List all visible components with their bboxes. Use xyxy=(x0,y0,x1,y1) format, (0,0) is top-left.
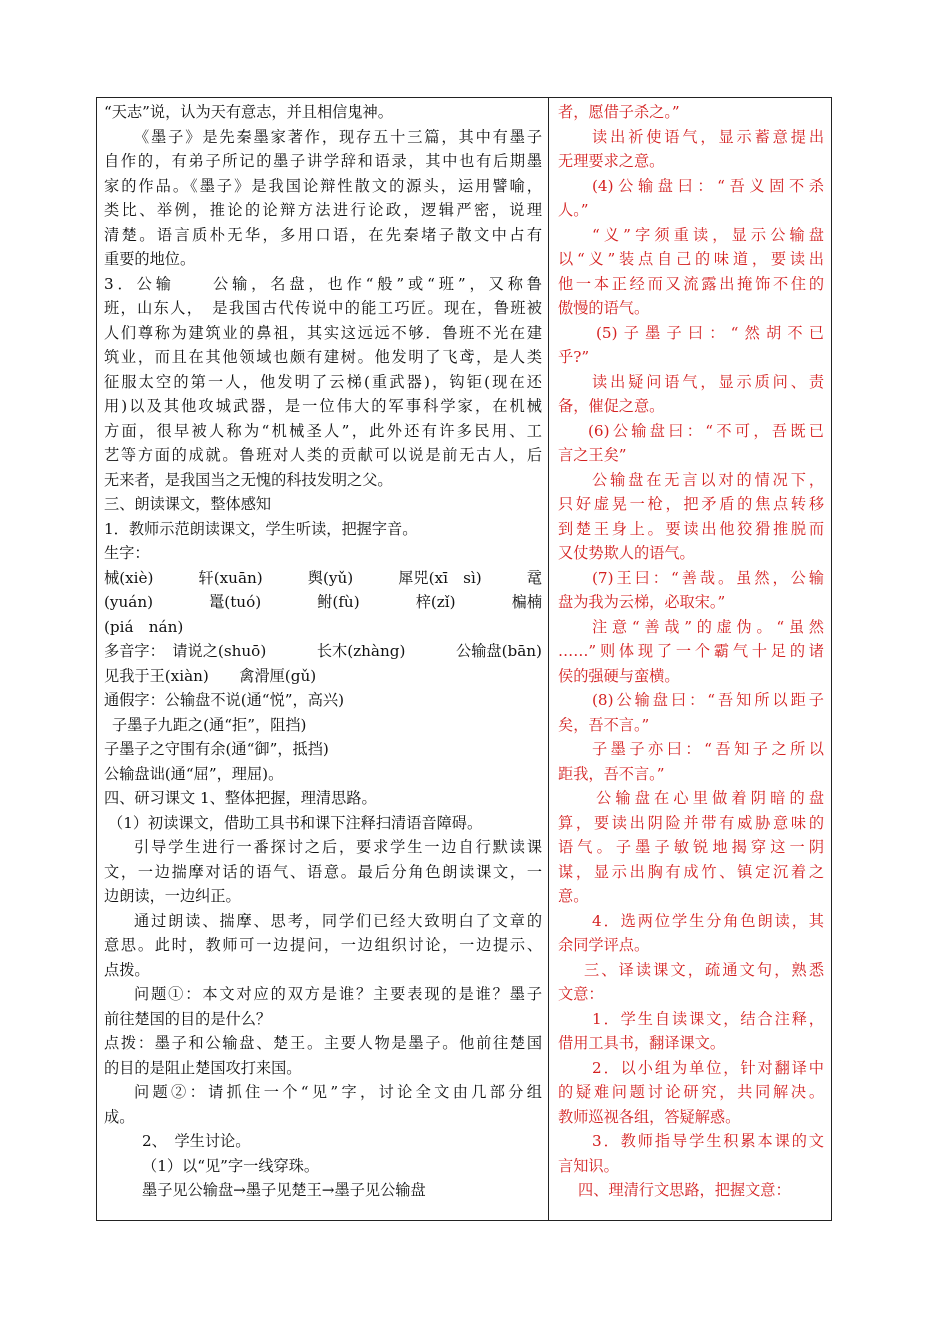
right-text-line: 言之王矣” xyxy=(558,446,627,464)
left-text-line: （1）以“见”字一线穿珠。 xyxy=(142,1156,320,1175)
pinyin-item: 轩(xuān) xyxy=(198,568,263,587)
left-text-line: 引导学生进行一番探讨之后，要求学生一边自行默读课 xyxy=(134,838,542,856)
left-text-line: 类比、举例，推论的论辩方法进行论政，逻辑严密，说理 xyxy=(104,201,542,219)
left-pinyin-row xyxy=(104,566,542,591)
left-text-line: 前往楚国的目的是什么？ xyxy=(104,1009,272,1028)
left-text-line: (piá nán) xyxy=(104,617,184,636)
right-text-line: 借用工具书，翻译课文。 xyxy=(558,1034,726,1052)
pinyin-item: (yuán) xyxy=(104,593,154,611)
right-text-line: 距我，吾不言。” xyxy=(558,764,665,783)
right-text-line: 1．学生自读课文，结合注释， xyxy=(592,1009,824,1028)
left-text-line: 艺等方面的成就。鲁班对人类的贡献可以说是前无古人，后 xyxy=(104,446,542,464)
left-text-line: 四、研习课文 1、整体把握，理清思路。 xyxy=(104,789,377,807)
right-text-line: 盘为我为云梯，必取宋。” xyxy=(558,593,726,611)
left-text-line: 点拨。 xyxy=(104,960,150,979)
right-text-line: 的疑难问题讨论研究，共同解决。 xyxy=(558,1083,824,1101)
right-text-line: 人。” xyxy=(558,201,589,219)
right-text-line: 乎?” xyxy=(558,348,590,366)
right-column xyxy=(558,100,824,1203)
left-column xyxy=(104,100,542,1203)
right-text-line: 侯的强硬与蛮横。 xyxy=(558,666,680,685)
pinyin-item: 鼋 xyxy=(526,568,542,587)
pinyin-item: 舆(yǔ) xyxy=(307,568,354,587)
left-text-line: 自作的，有弟子所记的墨子讲学辞和语录，其中也有后期墨 xyxy=(104,152,542,170)
left-text-line: 家的作品。《墨子》是我国论辩性散文的源头，运用譬喻， xyxy=(104,176,542,195)
right-text-line: 公输盘在无言以对的情况下， xyxy=(592,470,824,489)
right-text-line: 四、理清行文思路，把握文意： xyxy=(578,1181,791,1199)
right-text-line: (8)公输盘曰：“吾知所以距子 xyxy=(592,691,824,709)
right-text-line: 语气。子墨子敏锐地揭穿这一阴 xyxy=(558,838,824,856)
left-text-line: 通过朗读、揣摩、思考，同学们已经大致明白了文章的 xyxy=(134,911,542,930)
right-text-line: 教师巡视各组，答疑解惑。 xyxy=(558,1107,741,1126)
right-text-line: 傲慢的语气。 xyxy=(558,299,650,317)
left-text-line: （1）初读课文，借助工具书和课下注释扫清语音障碍。 xyxy=(108,813,483,832)
left-pinyin-row xyxy=(104,639,542,664)
right-text-line: 又仗势欺人的语气。 xyxy=(558,544,695,562)
left-text-line: 人们尊称为建筑业的鼻祖，其实这远远不够．鲁班不光在建 xyxy=(104,323,542,342)
right-text-line: 读出疑问语气，显示质问、责 xyxy=(592,372,824,391)
left-text-line: 通假字：公输盘不说(通“悦”，高兴) xyxy=(104,691,345,709)
pinyin-item: 鼍(tuó) xyxy=(209,593,262,611)
left-text-line: 成。 xyxy=(104,1107,135,1126)
right-text-line: 者，愿借子杀之。” xyxy=(558,103,680,121)
right-text-line: 三、译读课文，疏通文句，熟悉 xyxy=(584,960,824,979)
left-text-line: 点拨：墨子和公输盘、楚王。主要人物是墨子。他前往楚国 xyxy=(104,1034,542,1052)
left-text-line: 墨子见公输盘→墨子见楚王→墨子见公输盘 xyxy=(142,1181,426,1199)
left-text-line: 子墨子之守围有余(通“御”，抵挡) xyxy=(104,740,329,758)
right-text-line: 他一本正经而又流露出掩饰不住的 xyxy=(558,274,824,293)
pinyin-item: 梓(zǐ) xyxy=(415,593,456,611)
right-text-line: “义”字须重读，显示公输盘 xyxy=(592,225,824,244)
right-text-line: 言知识。 xyxy=(558,1156,619,1175)
left-text-line: 清楚。语言质朴无华，多用口语，在先秦堵子散文中占有 xyxy=(104,225,542,244)
left-text-line: 生字： xyxy=(104,544,150,562)
left-text-line: 1．教师示范朗读课文，学生听读，把握字音。 xyxy=(104,519,418,538)
right-text-line: 余同学评点。 xyxy=(558,936,650,954)
right-text-line: 4．选两位学生分角色朗读，其 xyxy=(592,911,824,930)
left-text-line: 子墨子九距之(通“拒”，阻挡) xyxy=(112,715,307,734)
right-text-line: 到楚王身上。要读出他狡猾推脱而 xyxy=(558,519,824,538)
left-text-line: 边朗读，一边纠正。 xyxy=(104,887,241,905)
right-text-line: 以“义”装点自己的味道，要读出 xyxy=(558,250,824,268)
left-text-line: 三、朗读课文，整体感知 xyxy=(104,495,272,513)
left-text-line: 意思。此时，教师可一边提问，一边组织讨论，一边提示、 xyxy=(104,936,542,954)
pinyin-item: 公输盘(bān) xyxy=(456,642,542,660)
right-text-line: 无理要求之意。 xyxy=(558,152,665,170)
right-text-line: ……”则体现了一个霸气十足的诸 xyxy=(558,642,824,660)
left-text-line: 见我于王(xiàn) 禽滑厘(gǔ) xyxy=(104,666,317,685)
right-text-line: (5)子墨子曰：“然胡不已 xyxy=(596,323,824,342)
right-text-line: 注意“善哉”的虚伪。“虽然 xyxy=(592,617,824,636)
right-text-line: 备，催促之意。 xyxy=(558,397,665,415)
right-text-line: 矣，吾不言。” xyxy=(558,715,650,734)
right-text-line: 子墨子亦曰：“吾知子之所以 xyxy=(592,740,824,758)
left-text-line: 问题①：本文对应的双方是谁？主要表现的是谁？墨子 xyxy=(134,985,542,1003)
right-text-line: 公输盘在心里做着阴暗的盘 xyxy=(596,789,824,807)
pinyin-item: 长木(zhàng) xyxy=(316,642,406,660)
left-text-line: “天志”说，认为天有意志，并且相信鬼神。 xyxy=(104,103,393,121)
left-text-line: 文，一边揣摩对话的语气、语意。最后分角色朗读课文，一 xyxy=(104,862,542,881)
left-text-line: 公输盘诎(通“屈”，理屈)。 xyxy=(104,764,284,783)
right-text-line: 意。 xyxy=(558,887,589,905)
pinyin-item: 楄楠 xyxy=(511,593,542,611)
left-text-line: 无来者，是我国当之无愧的科技发明之父。 xyxy=(104,470,393,489)
left-text-line: 2、 学生讨论。 xyxy=(142,1132,251,1150)
right-text-line: 读出祈使语气，显示蓄意提出 xyxy=(592,127,824,146)
right-text-line: 只好虚晃一枪，把矛盾的焦点转移 xyxy=(558,495,824,513)
right-text-line: (7)王曰：“善哉。虽然，公输 xyxy=(592,568,824,587)
right-text-line: 2．以小组为单位，针对翻译中 xyxy=(592,1058,824,1077)
left-text-line: 班，山东人， 是我国古代传说中的能工巧匠。现在，鲁班被 xyxy=(104,299,542,317)
pinyin-item: 鲋(fù) xyxy=(317,593,360,611)
left-text-line: 的目的是阻止楚国攻打来国。 xyxy=(104,1058,302,1077)
right-text-line: (4)公输盘曰：“吾义固不杀 xyxy=(592,176,824,195)
left-pinyin-row xyxy=(104,590,542,615)
left-text-line: 重要的地位。 xyxy=(104,250,196,268)
right-text-line: 算，要读出阴险并带有威胁意味的 xyxy=(558,813,824,832)
column-divider xyxy=(548,97,549,1221)
left-text-line: 3．公输 公输，名盘，也作“般”或“班”，又称鲁 xyxy=(104,274,542,293)
pinyin-item: 械(xiè) xyxy=(104,568,154,587)
pinyin-item: 犀兕(xī sì) xyxy=(398,568,482,587)
left-text-line: 问题②：请抓住一个“见”字，讨论全文由几部分组 xyxy=(134,1083,542,1101)
left-text-line: 用)以及其他攻城武器，是一位伟大的军事科学家，在机械 xyxy=(104,397,542,415)
right-text-line: (6)公输盘曰：“不可，吾既已 xyxy=(588,421,824,440)
pinyin-item: 多音字： 请说之(shuō) xyxy=(104,642,267,660)
left-text-line: 《墨子》是先秦墨家著作，现存五十三篇，其中有墨子 xyxy=(134,127,542,146)
left-text-line: 征服太空的第一人，他发明了云梯(重武器)，钩钜(现在还 xyxy=(104,372,542,391)
right-text-line: 文意： xyxy=(558,985,604,1003)
right-text-line: 谋，显示出胸有成竹、镇定沉着之 xyxy=(558,862,824,881)
left-text-line: 筑业，而且在其他领域也颇有建树。他发明了飞鸢，是人类 xyxy=(104,348,542,366)
left-text-line: 方面，很早被人称为“机械圣人”，此外还有许多民用、工 xyxy=(104,421,542,440)
right-text-line: 3．教师指导学生积累本课的文 xyxy=(592,1132,824,1150)
